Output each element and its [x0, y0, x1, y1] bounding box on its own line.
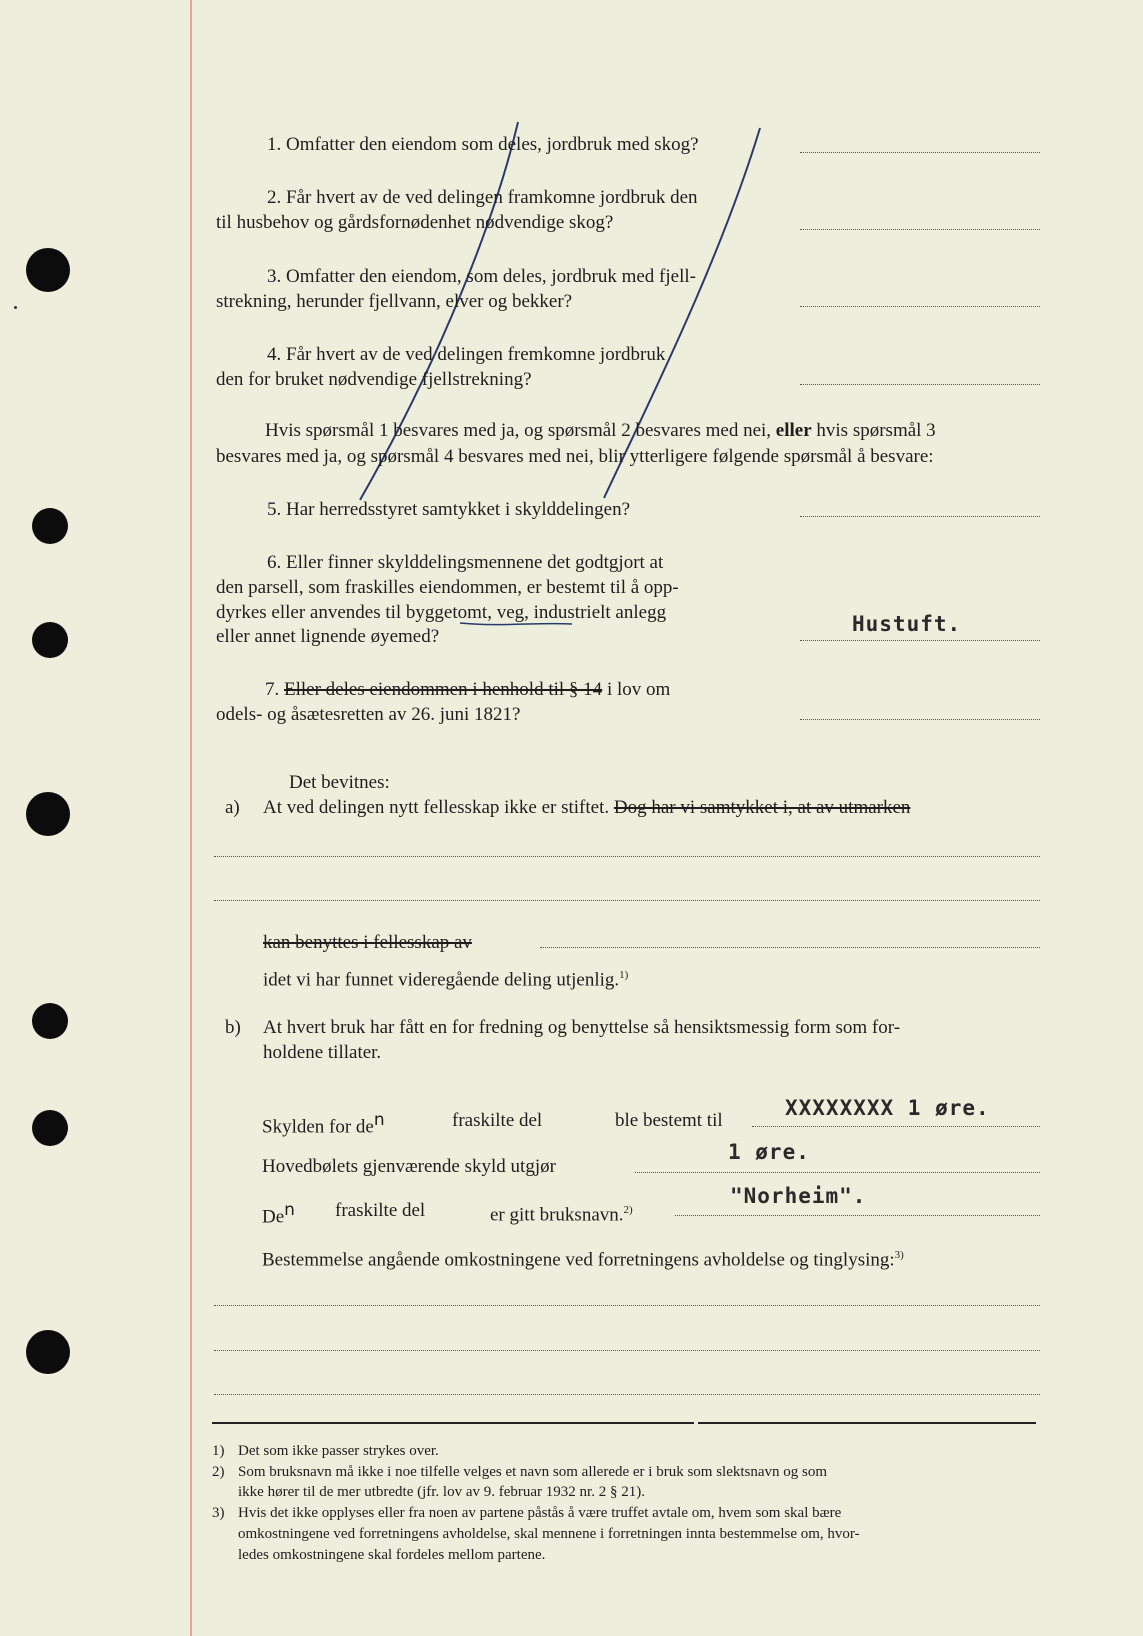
- question-6-line-1: 6. Eller finner skylddelingsmennene det godtgjort at: [267, 552, 664, 573]
- question-6-line-4: eller annet lignende øyemed?: [216, 626, 440, 647]
- question-1: 1. Omfatter den eiendom som deles, jordbruk med skog?: [267, 134, 699, 155]
- condition-line-2: besvares med ja, og spørsmål 4 besvares med nei, blir ytterligere følgende spørsmål å besvare:: [216, 446, 934, 467]
- handwritten-n: n: [373, 1110, 385, 1130]
- footnote-3-line-3: ledes omkostningene skal fordeles mellom partene.: [238, 1547, 546, 1563]
- handwritten-n: n: [284, 1200, 295, 1220]
- question-6-line-2: den parsell, som fraskilles eiendommen, er bestemt til å opp-: [216, 577, 679, 598]
- certification-heading: Det bevitnes:: [289, 772, 390, 793]
- costs-text: Bestemmelse angående omkostningene ved forretningens avholdelse og tinglysing:: [262, 1249, 895, 1271]
- answer-6-typed: Hustuft.: [852, 612, 962, 636]
- cert-a-text: At ved delingen nytt fellesskap ikke er stiftet.: [263, 797, 610, 818]
- skyld-text: De: [262, 1206, 285, 1228]
- cert-a-line-2-struck: kan benyttes i fellesskap av: [263, 932, 472, 953]
- blank-line: [214, 1394, 1040, 1395]
- skyld-line-1: [262, 1108, 385, 1139]
- blank-line: [214, 900, 1040, 901]
- skyld-value-typed: XXXXXXXX 1 øre.: [785, 1096, 990, 1120]
- question-7-line-1: [265, 677, 670, 702]
- condition-bold: eller: [775, 420, 812, 441]
- blank-line: [214, 1305, 1040, 1306]
- question-4-line-1: 4. Får hvert av de ved delingen fremkomne jordbruk: [267, 344, 666, 365]
- answer-line-2: [800, 229, 1040, 230]
- cert-a-struck-text: Dog har vi samtykket i, at av utmarken: [613, 797, 911, 818]
- answer-line-4: [800, 384, 1040, 385]
- cert-b-line-1: At hvert bruk har fått en for fredning og benyttelse så hensiktsmessig form som for-: [263, 1017, 901, 1038]
- skyld-line-1-b: fraskilte del: [452, 1110, 543, 1131]
- answer-line-5: [800, 516, 1040, 517]
- cert-a-line-1: [263, 795, 910, 820]
- skyld-line-3: [262, 1198, 295, 1229]
- answer-line-farm-name: [675, 1215, 1040, 1216]
- blank-line: [214, 856, 1040, 857]
- footnote-3-line-2: omkostningene ved forretningens avholdelse, skal mennene i forretningen innta bestemmelse om, hvor-: [238, 1526, 860, 1542]
- condition-text: Hvis spørsmål 1 besvares med ja, og spørsmål 2 besvares med nei,: [265, 420, 772, 441]
- footnote-2-line-2: ikke hører til de mer utbredte (jfr. lov av 9. februar 1932 nr. 2 § 21).: [238, 1484, 645, 1500]
- divider-rule: [212, 1422, 694, 1424]
- answer-line-6: [800, 640, 1040, 641]
- footnote-ref: 3): [894, 1249, 904, 1261]
- question-7-text: i lov om: [606, 679, 671, 700]
- costs-line: [262, 1243, 904, 1272]
- footnote-1-line-1: Det som ikke passer strykes over.: [238, 1443, 439, 1459]
- footnote-3-mark: 3): [212, 1505, 225, 1521]
- footnote-1-mark: 1): [212, 1443, 225, 1459]
- footnote-ref: 2): [623, 1204, 633, 1216]
- footnote-3-line-1: Hvis det ikke opplyses eller fra noen av partene påstås å være truffet avtale om, hvem som skal bære: [238, 1505, 842, 1521]
- skyld-line-3-b: fraskilte del: [335, 1200, 426, 1221]
- question-3-line-1: 3. Omfatter den eiendom, som deles, jordbruk med fjell-: [267, 266, 696, 287]
- answer-line-remaining: [635, 1172, 1040, 1173]
- condition-line-1: [265, 418, 936, 443]
- question-5: 5. Har herredsstyret samtykket i skylddelingen?: [267, 499, 631, 520]
- cert-a-line-3-text: idet vi har funnet videregående deling utjenlig.: [263, 969, 620, 991]
- question-2-line-1: 2. Får hvert av de ved delingen framkomne jordbruk den: [267, 187, 698, 208]
- skyld-line-2: Hovedbølets gjenværende skyld utgjør: [262, 1156, 556, 1177]
- question-7-number: 7.: [265, 679, 280, 700]
- blank-line: [214, 1350, 1040, 1351]
- answer-line-7: [800, 719, 1040, 720]
- cert-a-line-3: [263, 963, 628, 992]
- cert-a-label: a): [225, 797, 240, 818]
- skyld-line-3-c: [490, 1198, 633, 1227]
- skyld-line-1-c: ble bestemt til: [615, 1110, 723, 1131]
- question-7-struck-text: Eller deles eiendommen i henhold til § 14: [284, 679, 603, 700]
- footnote-2-line-1: Som bruksnavn må ikke i noe tilfelle velges et navn som allerede er i bruk som slektsnavn og som: [238, 1464, 828, 1480]
- question-2-line-2: til husbehov og gårdsfornødenhet nødvendige skog?: [216, 212, 614, 233]
- skyld-text: Skylden for de: [262, 1116, 374, 1138]
- question-7-line-2: odels- og åsætesretten av 26. juni 1821?: [216, 704, 521, 725]
- divider-rule: [698, 1422, 1036, 1424]
- blank-line: [540, 947, 1040, 948]
- skyld-text: er gitt bruksnavn.: [490, 1204, 624, 1226]
- question-3-line-2: strekning, herunder fjellvann, elver og bekker?: [216, 291, 573, 312]
- cert-b-line-2: holdene tillater.: [263, 1042, 382, 1063]
- footnote-ref: 1): [619, 969, 629, 981]
- question-6-line-3: dyrkes eller anvendes til byggetomt, veg, industrielt anlegg: [216, 602, 667, 623]
- cert-b-label: b): [225, 1017, 241, 1038]
- question-4-line-2: den for bruket nødvendige fjellstrekning?: [216, 369, 532, 390]
- answer-line-skyld: [752, 1126, 1040, 1127]
- answer-line-1: [800, 152, 1040, 153]
- answer-line-3: [800, 306, 1040, 307]
- footnote-2-mark: 2): [212, 1464, 225, 1480]
- farm-name-typed: "Norheim".: [730, 1184, 867, 1208]
- condition-text: hvis spørsmål 3: [816, 420, 936, 441]
- remaining-skyld-typed: 1 øre.: [728, 1140, 810, 1164]
